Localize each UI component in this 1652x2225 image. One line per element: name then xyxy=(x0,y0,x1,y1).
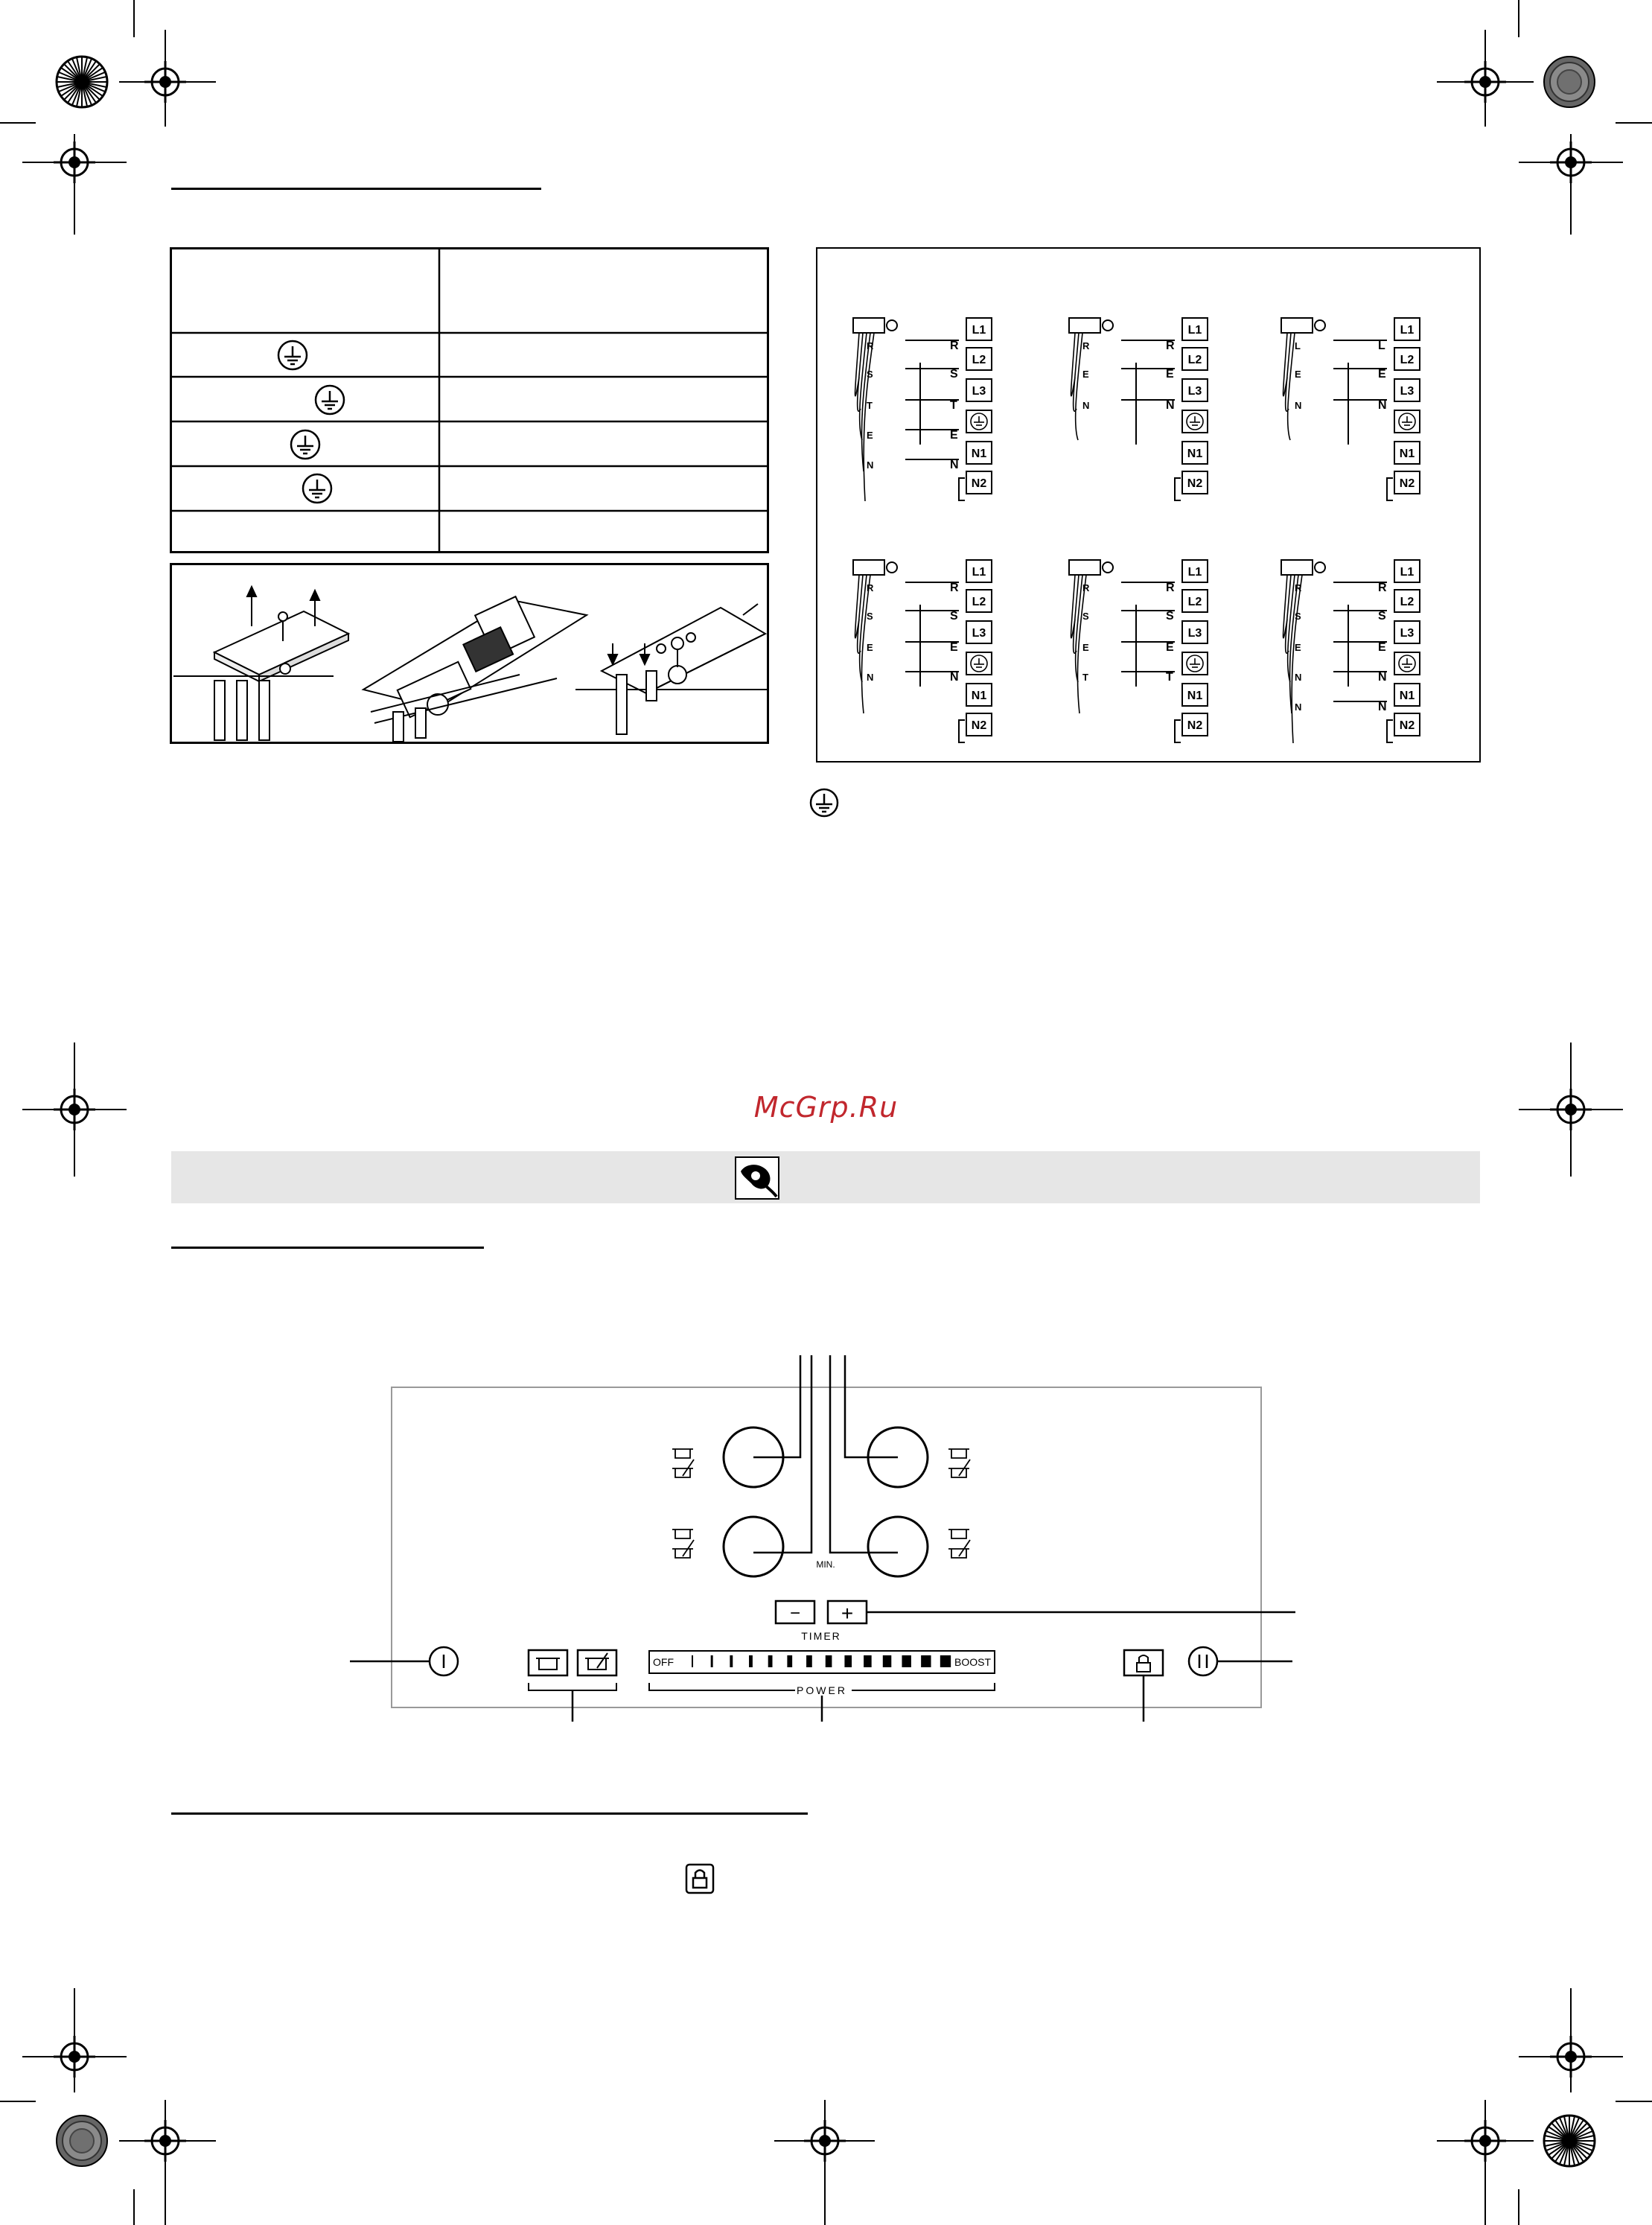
power-level-bar[interactable] xyxy=(692,1655,693,1667)
power-level-bar[interactable] xyxy=(902,1655,910,1667)
wiring-diagrams xyxy=(816,247,1481,763)
earth-ground-icon xyxy=(808,786,841,819)
terminal-label: L3 xyxy=(972,385,986,398)
cooking-zone-front-left xyxy=(724,1517,783,1576)
phase-label: R xyxy=(1166,582,1175,594)
terminal-label: L2 xyxy=(1400,596,1415,608)
phase-label: E xyxy=(1166,641,1174,654)
phase-label: N xyxy=(950,671,959,684)
terminal-label: N2 xyxy=(1187,719,1203,732)
power-level-bar[interactable] xyxy=(711,1655,713,1667)
terminal-label: N2 xyxy=(1399,477,1415,490)
control-panel-diagram xyxy=(350,1355,1318,1728)
wire-label: N xyxy=(1082,400,1090,411)
power-level-bar[interactable] xyxy=(826,1655,832,1667)
wire-label: R xyxy=(1082,582,1090,593)
wiring-diagram xyxy=(1069,560,1208,742)
wire xyxy=(1292,575,1302,743)
section-heading-rule xyxy=(171,1812,808,1815)
cooking-zone-front-right xyxy=(868,1517,928,1576)
terminal-label: N1 xyxy=(1187,690,1203,702)
section-banner xyxy=(171,1151,1480,1203)
phase-label: E xyxy=(1378,368,1386,381)
terminal-label: L3 xyxy=(1187,385,1202,398)
terminal-label: L1 xyxy=(1400,324,1415,337)
power-level-bar[interactable] xyxy=(768,1655,773,1667)
terminal-label: L1 xyxy=(972,324,986,337)
terminal-label: N1 xyxy=(1399,448,1415,460)
cable-clamp xyxy=(1281,318,1313,333)
terminal-cover-illustration xyxy=(170,563,770,745)
hand-touch-icon xyxy=(735,1156,779,1200)
power-level-bar[interactable] xyxy=(730,1655,733,1667)
wire xyxy=(860,333,867,440)
wire-label: N xyxy=(867,459,874,471)
wire-label: N xyxy=(1295,701,1302,713)
connection-table xyxy=(170,247,770,554)
wire-label: E xyxy=(867,642,873,653)
wire-label: T xyxy=(1082,672,1088,683)
terminal-label: N2 xyxy=(1399,719,1415,732)
cable-clamp xyxy=(853,318,884,333)
phase-label: N xyxy=(1166,399,1175,412)
padlock-icon xyxy=(685,1863,715,1894)
wire-label: N xyxy=(1295,672,1302,683)
terminal-label: L2 xyxy=(972,354,986,366)
power-level-bar[interactable] xyxy=(921,1655,931,1667)
cable-clamp xyxy=(1281,560,1313,575)
section-heading-rule xyxy=(171,1247,484,1249)
pot-icon xyxy=(672,1449,969,1538)
phase-label: S xyxy=(950,610,958,623)
wiring-diagram xyxy=(853,318,992,501)
watermark-text: McGrp.Ru xyxy=(753,1091,899,1124)
terminal-label: L3 xyxy=(1400,627,1415,640)
power-level-bar[interactable] xyxy=(864,1655,872,1667)
power-level-bar[interactable] xyxy=(806,1655,812,1667)
terminal-label: N1 xyxy=(1399,690,1415,702)
section-heading-rule xyxy=(171,188,541,190)
terminal-label: L3 xyxy=(1400,385,1415,398)
terminal-label: N1 xyxy=(1187,448,1203,460)
wire-label: E xyxy=(867,430,873,441)
phase-label: R xyxy=(950,582,959,594)
phase-label: N xyxy=(1378,701,1387,713)
phase-label: N xyxy=(1378,671,1387,684)
power-level-bar[interactable] xyxy=(844,1655,852,1667)
wire-label: E xyxy=(1295,369,1301,380)
cable-clamp xyxy=(853,560,884,575)
wire xyxy=(1288,333,1295,440)
terminal-label: N1 xyxy=(971,448,987,460)
wiring-diagram xyxy=(853,560,992,742)
terminal-label: L2 xyxy=(1187,354,1202,366)
clamp-screw xyxy=(1315,320,1325,331)
phase-label: S xyxy=(950,368,958,381)
timer-plus-button[interactable]: + xyxy=(841,1602,854,1625)
terminal-label: L1 xyxy=(972,566,986,579)
power-level-indicators xyxy=(692,1655,951,1667)
wire-label: R xyxy=(1295,582,1302,593)
phase-label: E xyxy=(1166,368,1174,381)
wire-label: S xyxy=(867,369,873,380)
wire-label: E xyxy=(1295,642,1301,653)
terminal-label: N2 xyxy=(971,719,987,732)
wire-label: E xyxy=(1082,369,1089,380)
wiring-diagram xyxy=(1069,318,1208,500)
power-level-bar[interactable] xyxy=(940,1655,951,1667)
power-label: POWER xyxy=(797,1684,847,1696)
power-level-bar[interactable] xyxy=(749,1655,753,1667)
phase-label: E xyxy=(950,429,958,442)
wire-label: N xyxy=(1295,400,1302,411)
clamp-screw xyxy=(887,562,897,573)
power-boost-label: BOOST xyxy=(954,1656,991,1668)
terminal-label: L2 xyxy=(1187,596,1202,608)
clamp-screw xyxy=(1103,562,1113,573)
phase-label: N xyxy=(950,459,959,471)
power-level-bar[interactable] xyxy=(787,1655,792,1667)
wire-label: R xyxy=(867,340,874,351)
phase-label: S xyxy=(1166,610,1174,623)
phase-label: L xyxy=(1378,340,1385,352)
wire-label: S xyxy=(1295,611,1301,622)
phase-label: T xyxy=(950,399,957,412)
phase-label: E xyxy=(1378,641,1386,654)
clamp-screw xyxy=(1315,562,1325,573)
wire-label: N xyxy=(867,672,874,683)
wire xyxy=(1076,575,1082,682)
cable-clamp xyxy=(1069,560,1100,575)
clamp-screw xyxy=(887,320,897,331)
terminal-label: N2 xyxy=(971,477,987,490)
power-level-bar[interactable] xyxy=(883,1655,892,1667)
cable-clamp xyxy=(1069,318,1100,333)
power-off-label: OFF xyxy=(653,1656,674,1668)
wire xyxy=(860,575,867,682)
wire-label: E xyxy=(1082,642,1089,653)
wire-label: L xyxy=(1295,340,1301,351)
wire-label: S xyxy=(867,611,873,622)
clamp-screw xyxy=(1103,320,1113,331)
phase-label: T xyxy=(1166,671,1173,684)
phase-label: R xyxy=(950,340,959,352)
wiring-diagram xyxy=(1281,560,1420,743)
wire xyxy=(1076,333,1082,440)
wiring-diagram xyxy=(1281,318,1420,500)
wire-label: R xyxy=(1082,340,1090,351)
phase-label: S xyxy=(1378,610,1386,623)
wire xyxy=(864,333,874,501)
terminal-label: L1 xyxy=(1187,324,1202,337)
phase-label: R xyxy=(1378,582,1387,594)
wire-label: R xyxy=(867,582,874,593)
terminal-label: L2 xyxy=(972,596,986,608)
terminal-label: L3 xyxy=(1187,627,1202,640)
phase-label: R xyxy=(1166,340,1175,352)
terminal-label: N2 xyxy=(1187,477,1203,490)
terminal-label: L3 xyxy=(972,627,986,640)
timer-minus-button[interactable]: − xyxy=(789,1603,801,1623)
phase-label: N xyxy=(1378,399,1387,412)
phase-label: E xyxy=(950,641,958,654)
terminal-label: L2 xyxy=(1400,354,1415,366)
pot-with-spoon-icon xyxy=(672,1460,970,1558)
min-label: MIN. xyxy=(816,1559,835,1570)
wire xyxy=(1288,575,1295,682)
wire-label: T xyxy=(867,400,873,411)
terminal-label: L1 xyxy=(1187,566,1202,579)
wire-label: S xyxy=(1082,611,1089,622)
terminal-label: N1 xyxy=(971,690,987,702)
terminal-label: L1 xyxy=(1400,566,1415,579)
timer-label: TIMER xyxy=(801,1630,841,1642)
